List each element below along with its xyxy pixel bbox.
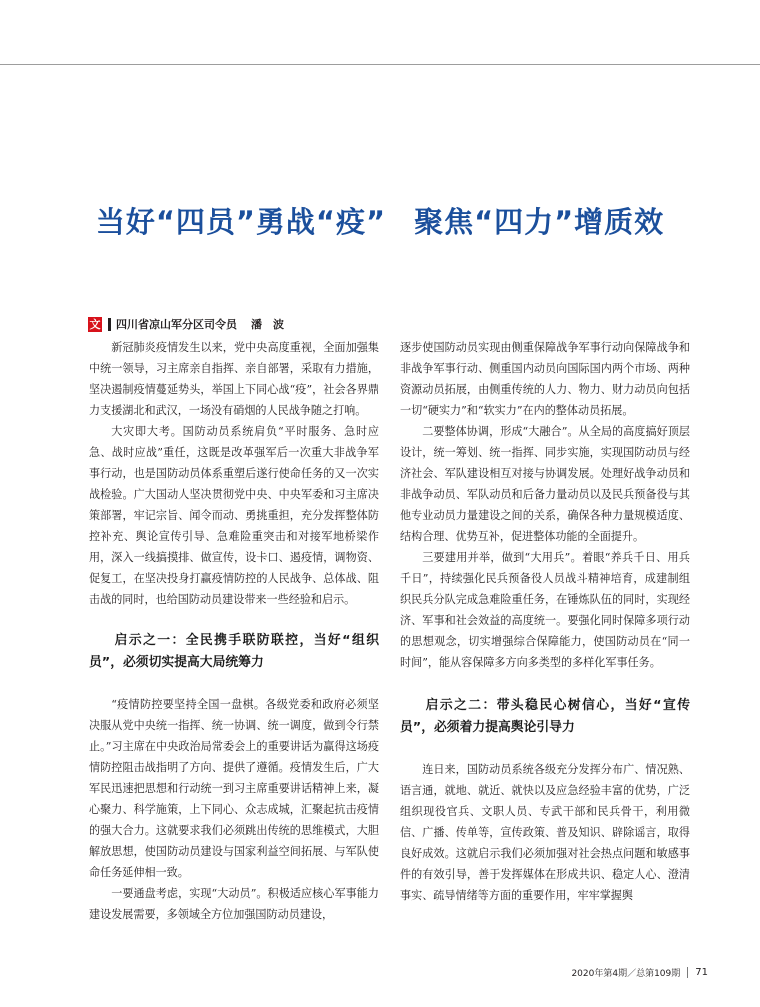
body-paragraph: 逐步使国防动员实现由侧重保障战争军事行动向保障战争和非战争军事行动、侧重国内动员向国际国内两个市场、两种资源动员拓展，由侧重传统的人力、物力、财力动员向包括一切“硬实力”和“软实力”在内的整体动员拓展。	[400, 341, 690, 417]
section-heading: 启示之二：带头稳民心树信心，当好“宣传员”，必须着力提高舆论引导力	[400, 698, 690, 735]
body-paragraph: 一要通盘考虑，实现“大动员”。积极适应核心军事能力建设发展需要，多领域全方位加强国防动员建设，	[89, 887, 379, 921]
article-title	[0, 200, 760, 241]
body-paragraph: 连日来，国防动员系统各级充分发挥分布广、情况熟、语言通，就地、就近、就快以及应急经验丰富的优势，广泛组织现役官兵、文职人员、专武干部和民兵骨干，利用微信、广播、传单等，宣传政策、普及知识、辟除谣言，取得良好成效。这就启示我们必须加强对社会热点问题和敏感事件的有效引导，善于发挥媒体在形成共识、稳定人心、澄清事实、疏导情绪等方面的重要作用，牢牢掌握舆	[400, 763, 690, 902]
body-paragraph: 新冠肺炎疫情发生以来，党中央高度重视，全面加强集中统一领导，习主席亲自指挥、亲自部署，采取有力措施，坚决遏制疫情蔓延势头，举国上下同心战“疫”，社会各界鼎力支援湖北和武汉，一场没有硝烟的人民战争随之打响。	[89, 341, 379, 417]
byline	[88, 316, 284, 332]
body-column-left	[89, 337, 379, 925]
issue-info: 2020年第4期／总第109期	[571, 969, 681, 979]
page-number: 71	[695, 967, 708, 978]
byline-author: 潘 波	[251, 318, 284, 331]
footer-divider	[687, 967, 688, 978]
byline-mark: 文	[89, 318, 101, 331]
body-column-right	[400, 337, 690, 906]
title-part-2: 聚焦“四力”增质效	[414, 205, 665, 239]
page-footer	[571, 966, 708, 979]
body-paragraph: 二要整体协调，形成“大融合”。从全局的高度搞好顶层设计，统一筹划、统一指挥、同步实施，实现国防动员与经济社会、军队建设相互对接与协调发展。处理好战争动员和非战争动员、军队动员和后备力量动员以及民兵预备役与其他专业动员力量建设之间的关系，确保各种力量规模适度、结构合理、优势互补，促进整体功能的全面提升。	[400, 425, 690, 543]
byline-org-role: 四川省凉山军分区司令员	[116, 318, 237, 331]
header-rule	[0, 64, 760, 65]
section-heading: 启示之一：全民携手联防联控，当好“组织员”，必须切实提高大局统筹力	[89, 633, 379, 670]
body-paragraph: 大灾即大考。国防动员系统肩负“平时服务、急时应急、战时应战”重任，这既是改革强军后一次重大非战争军事行动，也是国防动员体系重塑后遂行使命任务的又一次实战检验。广大国动人坚决贯彻党中央、中央军委和习主席决策部署，牢记宗旨、闻令而动、勇挑重担，充分发挥整体防控补充、舆论宣传引导、急难险重突击和对接军地桥梁作用，深入一线搞摸排、做宣传，设卡口、遏疫情，调物资、促复工，在坚决投身打赢疫情防控的人民战争、总体战、阻击战的同时，也给国防动员建设带来一些经验和启示。	[89, 425, 379, 606]
body-paragraph: “疫情防控要坚持全国一盘棋。各级党委和政府必须坚决服从党中央统一指挥、统一协调、统一调度，做到令行禁止。”习主席在中央政治局常委会上的重要讲话为赢得这场疫情防控阻击战指明了方向、提供了遵循。疫情发生后，广大军民迅速把思想和行动统一到习主席重要讲话精神上来，凝心聚力、科学施策，上下同心、众志成城，汇聚起抗击疫情的强大合力。这就要求我们必须跳出传统的思维模式，大胆解放思想，使国防动员建设与国家利益空间拓展、与军队使命任务延伸相一致。	[89, 698, 379, 879]
title-part-1: 当好“四员”勇战“疫”	[95, 205, 387, 239]
body-paragraph: 三要建用并举，做到“大用兵”。着眼“养兵千日、用兵千日”，持续强化民兵预备役人员战斗精神培育，成建制组织民兵分队完成急难险重任务，在锤炼队伍的同时，实现经济、军事和社会效益的高度统一。要强化同时保障多项行动的思想观念，切实增强综合保障能力，使国防动员在“同一时间”，能从容保障多方向多类型的多样化军事任务。	[400, 551, 690, 669]
byline-divider	[108, 318, 111, 331]
